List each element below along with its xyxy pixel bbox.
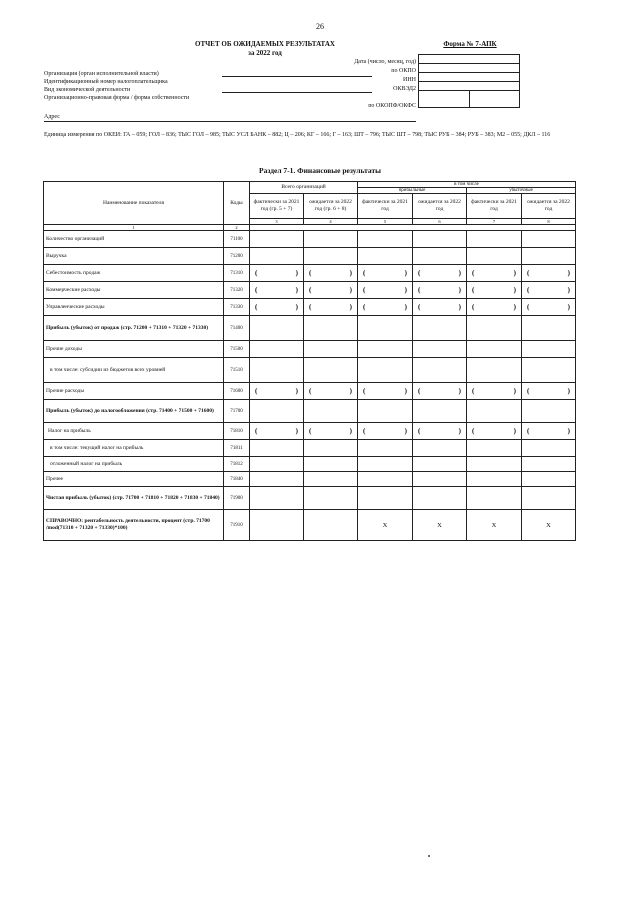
paren-open: (: [363, 302, 366, 311]
value-cell[interactable]: [358, 440, 413, 457]
not-applicable-mark: Х: [382, 521, 388, 529]
table-row: [44, 440, 576, 457]
paren-close: ): [349, 268, 353, 277]
paren-open: (: [472, 268, 475, 277]
value-cell[interactable]: [413, 423, 467, 440]
row-label: Чистая прибыль (убыток) (стр. 71700 + 71810 + 71820 + 71830 + 71840): [44, 487, 224, 510]
column-number: 8: [522, 219, 576, 225]
paren-open: (: [363, 426, 366, 435]
row-code: 71840: [224, 472, 250, 487]
header-fact-all: фактически за 2021 год (гр. 5 + 7): [250, 194, 304, 219]
column-number: 5: [358, 219, 413, 225]
table-row: [44, 400, 576, 423]
value-cell[interactable]: [522, 265, 576, 282]
paren-close: ): [513, 302, 517, 311]
paren-open: (: [527, 302, 530, 311]
value-cell[interactable]: [522, 400, 576, 423]
paren-open: (: [363, 268, 366, 277]
paren-close: ): [295, 386, 298, 395]
value-cell[interactable]: [413, 299, 467, 316]
paren-open: (: [527, 426, 530, 435]
value-cell[interactable]: [250, 472, 304, 487]
value-cell[interactable]: [358, 316, 413, 341]
row-code: 71330: [224, 299, 250, 316]
label-legal-form: Организационно-правовая форма / форма собственности: [44, 95, 190, 101]
row-label: Прочие доходы: [44, 341, 224, 358]
value-cell[interactable]: [467, 423, 522, 440]
row-code: 71700: [224, 400, 250, 423]
value-cell[interactable]: [522, 299, 576, 316]
paren-close: ): [404, 426, 408, 435]
value-cell[interactable]: [250, 423, 304, 440]
paren-open: (: [527, 285, 530, 294]
table-row: [44, 457, 576, 472]
value-cell[interactable]: [522, 358, 576, 383]
value-cell[interactable]: [522, 248, 576, 265]
paren-close: ): [458, 426, 462, 435]
table-row: [44, 341, 576, 358]
value-cell[interactable]: [304, 423, 358, 440]
activity-line[interactable]: [222, 92, 372, 93]
label-taxpayer-id: Идентификационный номер налогоплательщика: [44, 79, 168, 85]
inn-box[interactable]: [419, 73, 520, 82]
column-number: 1: [44, 225, 224, 231]
value-cell[interactable]: [304, 316, 358, 341]
not-applicable-mark: Х: [437, 521, 442, 529]
value-cell[interactable]: [413, 282, 467, 299]
paren-open: (: [418, 426, 421, 435]
header-fact-profitable: фактически за 2021 год: [358, 194, 413, 219]
value-cell[interactable]: [304, 248, 358, 265]
value-cell[interactable]: [522, 510, 576, 541]
value-cell[interactable]: [358, 423, 413, 440]
paren-open: (: [255, 386, 258, 395]
row-code: 71510: [224, 358, 250, 383]
okpo-box[interactable]: [419, 64, 520, 73]
label-okopf: по ОКОПФ/ОКФС: [368, 103, 416, 109]
paren-open: (: [418, 268, 421, 277]
value-cell[interactable]: [358, 248, 413, 265]
row-code: 71310: [224, 265, 250, 282]
not-applicable-mark: Х: [491, 521, 497, 529]
value-cell[interactable]: [467, 457, 522, 472]
value-cell[interactable]: [250, 440, 304, 457]
paren-close: ): [404, 386, 408, 395]
row-code: 71900: [224, 487, 250, 510]
paren-open: (: [309, 386, 312, 395]
paren-close: ): [567, 268, 571, 277]
value-cell[interactable]: [250, 299, 304, 316]
value-cell[interactable]: [413, 358, 467, 383]
value-cell[interactable]: [522, 472, 576, 487]
okopf-box[interactable]: [419, 91, 470, 108]
value-cell[interactable]: [250, 282, 304, 299]
report-title-line1: ОТЧЕТ ОБ ОЖИДАЕМЫХ РЕЗУЛЬТАТАХ: [195, 40, 335, 48]
label-address: Адрес: [44, 114, 60, 120]
value-cell[interactable]: [250, 248, 304, 265]
paren-close: ): [513, 426, 517, 435]
label-inn: ИНН: [403, 77, 416, 83]
value-cell[interactable]: [467, 440, 522, 457]
value-cell[interactable]: [358, 472, 413, 487]
report-title-line2: за 2022 год: [248, 49, 282, 57]
row-label: отложенный налог на прибыль: [44, 457, 224, 472]
value-cell[interactable]: [522, 383, 576, 400]
row-code: 71910: [224, 510, 250, 541]
table-row: [44, 265, 576, 282]
header-expected-profitable: ожидается за 2022 год: [413, 194, 467, 219]
paren-close: ): [349, 285, 353, 294]
value-cell[interactable]: [250, 231, 304, 248]
value-cell[interactable]: [467, 299, 522, 316]
value-cell[interactable]: [413, 487, 467, 510]
row-code: 71320: [224, 282, 250, 299]
header-expected-unprofitable: ожидается за 2022 год: [522, 194, 576, 219]
value-cell[interactable]: [250, 341, 304, 358]
value-cell[interactable]: [304, 487, 358, 510]
row-code: 71811: [224, 440, 250, 457]
paren-close: ): [349, 426, 353, 435]
paren-close: ): [513, 386, 517, 395]
paren-open: (: [527, 386, 530, 395]
table-row: [44, 487, 576, 510]
okved-box[interactable]: [419, 82, 520, 91]
row-code: 71400: [224, 316, 250, 341]
codes-grid: [418, 54, 520, 108]
table-row: [44, 510, 576, 541]
paren-close: ): [295, 285, 298, 294]
value-cell[interactable]: [413, 400, 467, 423]
paren-open: (: [418, 285, 421, 294]
row-code: 71100: [224, 231, 250, 248]
organization-line[interactable]: [222, 76, 372, 77]
value-cell[interactable]: [467, 400, 522, 423]
row-label: Прибыль (убыток) до налогообложения (стр. 71400 + 71500 + 71600): [44, 400, 224, 423]
row-code: 71600: [224, 383, 250, 400]
value-cell[interactable]: [522, 487, 576, 510]
table-row: [44, 282, 576, 299]
row-label: в том числе: текущий налог на прибыль: [44, 440, 224, 457]
value-cell[interactable]: [358, 299, 413, 316]
value-cell[interactable]: [413, 248, 467, 265]
row-label: в том числе: субсидии из бюджетов всех уровней: [44, 358, 224, 383]
paren-open: (: [363, 386, 366, 395]
value-cell[interactable]: [467, 472, 522, 487]
value-cell[interactable]: [304, 457, 358, 472]
value-cell[interactable]: [467, 358, 522, 383]
value-cell[interactable]: [522, 316, 576, 341]
paren-close: ): [567, 426, 571, 435]
row-label: Выручка: [44, 248, 224, 265]
value-cell[interactable]: [467, 316, 522, 341]
value-cell[interactable]: [304, 383, 358, 400]
value-cell[interactable]: [358, 400, 413, 423]
value-cell[interactable]: [358, 487, 413, 510]
paren-open: (: [527, 268, 530, 277]
paren-close: ): [295, 426, 298, 435]
row-label: Управленческие расходы: [44, 299, 224, 316]
value-cell[interactable]: [467, 510, 522, 541]
report-title: [150, 40, 380, 58]
value-cell[interactable]: [250, 358, 304, 383]
paren-close: ): [295, 268, 298, 277]
row-label: Налог на прибыль: [44, 423, 224, 440]
value-cell[interactable]: [304, 265, 358, 282]
value-cell[interactable]: [358, 457, 413, 472]
row-label: Прочее: [44, 472, 224, 487]
paren-open: (: [255, 426, 258, 435]
value-cell[interactable]: [358, 231, 413, 248]
okfs-box[interactable]: [469, 91, 520, 108]
column-number: 4: [304, 219, 358, 225]
value-cell[interactable]: [467, 383, 522, 400]
paren-close: ): [567, 302, 571, 311]
value-cell[interactable]: [250, 265, 304, 282]
paren-close: ): [349, 302, 353, 311]
value-cell[interactable]: [304, 440, 358, 457]
paren-open: (: [255, 302, 258, 311]
row-label: СПРАВОЧНО: рентабельность деятельности, процент (стр. 71700 /mod(71310 + 71320 + 71330)*100): [44, 510, 224, 541]
value-cell[interactable]: [250, 400, 304, 423]
paren-close: ): [458, 386, 462, 395]
header-codes: Коды: [224, 182, 250, 225]
paren-close: ): [458, 285, 462, 294]
value-cell[interactable]: [304, 299, 358, 316]
table-row: [44, 472, 576, 487]
table-body: [44, 231, 576, 541]
paren-open: (: [309, 302, 312, 311]
value-cell[interactable]: [250, 487, 304, 510]
paren-open: (: [472, 302, 475, 311]
address-line[interactable]: [44, 121, 416, 122]
table-row: [44, 231, 576, 248]
date-box[interactable]: [419, 55, 520, 64]
paren-open: (: [418, 386, 421, 395]
value-cell[interactable]: [304, 472, 358, 487]
label-date: Дата (число, месяц, год): [354, 59, 416, 65]
paren-close: ): [295, 302, 298, 311]
value-cell[interactable]: [413, 231, 467, 248]
row-code: 71200: [224, 248, 250, 265]
value-cell[interactable]: [522, 440, 576, 457]
row-code: 71500: [224, 341, 250, 358]
row-code: 71810: [224, 423, 250, 440]
value-cell[interactable]: [413, 265, 467, 282]
value-cell[interactable]: [358, 282, 413, 299]
table-row: [44, 358, 576, 383]
label-okpo: по ОКПО: [391, 68, 416, 74]
value-cell[interactable]: [358, 341, 413, 358]
header-profitable: прибыльные: [358, 188, 467, 194]
value-cell[interactable]: [413, 457, 467, 472]
header-all-orgs: Всего организаций: [250, 182, 358, 194]
paren-open: (: [472, 386, 475, 395]
value-cell[interactable]: [304, 341, 358, 358]
paren-close: ): [404, 285, 408, 294]
page-number: 26: [316, 22, 324, 31]
table-row: [44, 383, 576, 400]
paren-close: ): [458, 302, 462, 311]
table-row: [44, 299, 576, 316]
row-label: Прочие расходы: [44, 383, 224, 400]
value-cell[interactable]: [358, 358, 413, 383]
value-cell[interactable]: [358, 383, 413, 400]
form-name: Форма № 7-АПК: [443, 40, 497, 48]
column-number: 6: [413, 219, 467, 225]
value-cell[interactable]: [304, 510, 358, 541]
value-cell[interactable]: [413, 472, 467, 487]
value-cell[interactable]: [250, 383, 304, 400]
speck: [428, 855, 430, 857]
value-cell[interactable]: [304, 282, 358, 299]
paren-close: ): [349, 386, 353, 395]
paren-close: ): [567, 285, 571, 294]
paren-open: (: [418, 302, 421, 311]
value-cell[interactable]: [358, 510, 413, 541]
value-cell[interactable]: [467, 248, 522, 265]
row-label: Себестоимость продаж: [44, 265, 224, 282]
row-label: Прибыль (убыток) от продаж (стр. 71200 + 71310 + 71320 + 71330): [44, 316, 224, 341]
header-unprofitable: убыточные: [467, 188, 576, 194]
value-cell[interactable]: [467, 231, 522, 248]
paren-open: (: [309, 285, 312, 294]
value-cell[interactable]: [358, 265, 413, 282]
paren-open: (: [363, 285, 366, 294]
units-of-measure: Единица измерения по ОКЕИ: ГА – 059; ГОЛ – 836; ТЫС ГОЛ – 985; ТЫС УСЛ БАНК – 882; Ц – 206; КГ – 166; Г – 163; ШТ – 796; ТЫС ШТ – 798; ТЫС РУБ – 384; РУБ – 383; М2 – 055; ДКЛ – 116: [44, 132, 551, 138]
paren-close: ): [513, 268, 517, 277]
value-cell[interactable]: [467, 341, 522, 358]
paren-open: (: [309, 268, 312, 277]
label-okved: ОКВЭД2: [393, 86, 416, 92]
table-row: [44, 248, 576, 265]
label-activity: Вид экономической деятельности: [44, 87, 131, 93]
paren-close: ): [404, 302, 408, 311]
value-cell[interactable]: [413, 510, 467, 541]
table-row: [44, 316, 576, 341]
value-cell[interactable]: [522, 423, 576, 440]
paren-close: ): [404, 268, 408, 277]
header-fact-unprofitable: фактически за 2021 год: [467, 194, 522, 219]
value-cell[interactable]: [304, 231, 358, 248]
row-label: Количество организаций: [44, 231, 224, 248]
value-cell[interactable]: [413, 383, 467, 400]
value-cell[interactable]: [413, 440, 467, 457]
row-label: Коммерческие расходы: [44, 282, 224, 299]
value-cell[interactable]: [250, 316, 304, 341]
row-code: 71812: [224, 457, 250, 472]
paren-open: (: [472, 426, 475, 435]
paren-open: (: [309, 426, 312, 435]
paren-close: ): [513, 285, 517, 294]
section-title: Раздел 7-1. Финансовые результаты: [259, 166, 381, 175]
header-indicator-name: Наименование показателя: [44, 182, 224, 225]
value-cell[interactable]: [304, 400, 358, 423]
paren-open: (: [255, 285, 258, 294]
not-applicable-mark: Х: [546, 521, 551, 529]
value-cell[interactable]: [413, 341, 467, 358]
table-row: [44, 423, 576, 440]
value-cell[interactable]: [522, 282, 576, 299]
value-cell[interactable]: [304, 358, 358, 383]
financial-results-table: [43, 181, 576, 541]
value-cell[interactable]: [467, 265, 522, 282]
column-number: 7: [467, 219, 522, 225]
header-expected-all: ожидается за 2022 год (гр. 6 + 8): [304, 194, 358, 219]
value-cell[interactable]: [522, 341, 576, 358]
value-cell[interactable]: [467, 487, 522, 510]
paren-close: ): [567, 386, 571, 395]
paren-open: (: [255, 268, 258, 277]
paren-open: (: [472, 285, 475, 294]
label-organization: Организация (орган исполнительной власти): [44, 71, 159, 77]
paren-close: ): [458, 268, 462, 277]
value-cell[interactable]: [250, 510, 304, 541]
column-number: 3: [250, 219, 304, 225]
value-cell[interactable]: [250, 457, 304, 472]
value-cell[interactable]: [522, 457, 576, 472]
value-cell[interactable]: [467, 282, 522, 299]
value-cell[interactable]: [522, 231, 576, 248]
value-cell[interactable]: [413, 316, 467, 341]
column-number: 2: [224, 225, 250, 231]
header-including: в том числе: [358, 182, 576, 188]
